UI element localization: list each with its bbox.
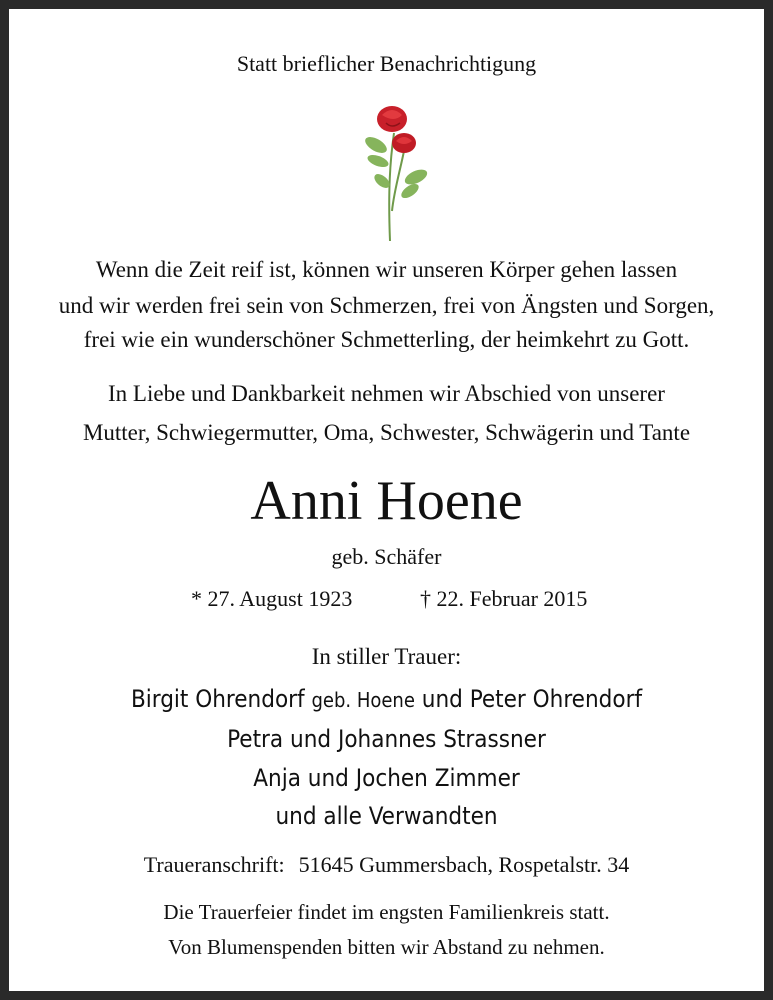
deceased-name: Anni Hoene (250, 470, 523, 532)
rose-icon (354, 101, 434, 241)
mourning-heading: In stiller Trauer: (311, 644, 462, 669)
intro-line-2: Mutter, Schwiegermutter, Oma, Schwester, Schwägerin und Tante (82, 420, 691, 445)
maiden-name: geb. Schäfer (331, 544, 442, 569)
poem-line-3: frei wie ein wunderschöner Schmetterling, der heimkehrt zu Gott. (83, 327, 690, 352)
address-label: Traueranschrift: (143, 852, 285, 877)
birth-date: * 27. August 1923 (191, 586, 353, 611)
mourner-line-4: und alle Verwandten (275, 802, 498, 830)
address-value: 51645 Gummersbach, Rospetalstr. 34 (298, 852, 630, 877)
mourner-name: Birgit Ohrendorf (130, 685, 305, 713)
mourner-maiden-name: geb. Hoene (311, 688, 415, 712)
mourner-line-3: Anja und Jochen Zimmer (253, 764, 520, 792)
mourning-address (18, 852, 755, 878)
mourner-line-1 (18, 685, 755, 713)
intro-line-1: In Liebe und Dankbarkeit nehmen wir Abschied von unserer (108, 381, 665, 406)
poem-line-1: Wenn die Zeit reif ist, können wir unseren Körper gehen lassen (95, 257, 678, 282)
mourner-partner: und Peter Ohrendorf (421, 685, 643, 713)
closing-line-2: Von Blumenspenden bitten wir Abstand zu nehmen. (168, 935, 605, 959)
poem-line-2: und wir werden frei sein von Schmerzen, frei von Ängsten und Sorgen, (58, 293, 715, 318)
header-text: Statt brieflicher Benachrichtigung (236, 51, 537, 76)
mourner-line-2: Petra und Johannes Strassner (227, 725, 546, 753)
closing-line-1: Die Trauerfeier findet im engsten Familienkreis statt. (163, 900, 610, 924)
death-date: † 22. Februar 2015 (420, 586, 588, 611)
